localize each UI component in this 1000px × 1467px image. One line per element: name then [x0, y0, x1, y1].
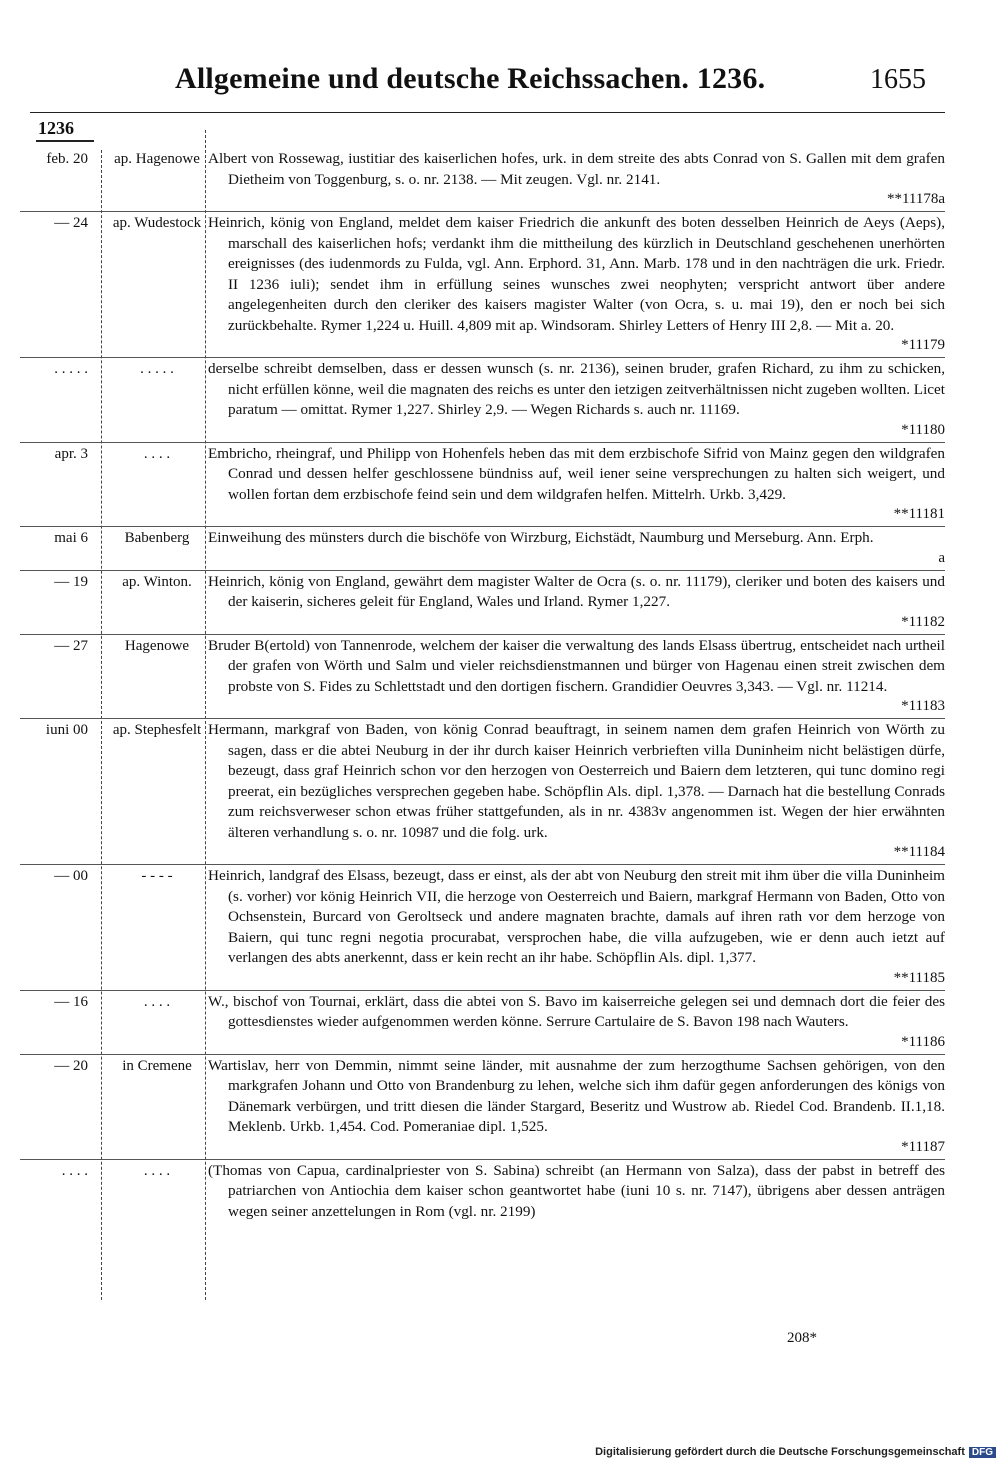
entry-date: apr. 3	[54, 445, 88, 462]
entry-date: — 00	[54, 868, 88, 884]
entry-ref: a	[938, 549, 945, 566]
list-item	[20, 719, 945, 865]
sheet-signature: 208*	[787, 1330, 817, 1346]
entry-date: iuni 00	[45, 722, 88, 738]
entry-ref: *11187	[901, 1138, 945, 1155]
entry-place: . . . .	[143, 1162, 171, 1179]
title-rule	[30, 112, 945, 113]
entry-place: . . . .	[143, 993, 171, 1010]
entry-text: Einweihung des münsters durch die bischöfe von Wirzburg, Eichstädt, Naumburg und Merseburg. Ann. Erph. a	[208, 529, 945, 566]
entry-date: — 20	[54, 1057, 88, 1074]
entry-text: Albert von Rossewag, iustitiar des kaiserlichen hofes, urk. in dem streite des abts Conrad von S. Gallen mit dem grafen Dietheim von Toggenburg, s. o. nr. 2138. — Mit zeugen. Vgl. nr. 2141. **11178a	[208, 150, 945, 207]
entry-ref: **11184	[893, 844, 945, 860]
entry-date: . . . . .	[54, 361, 88, 377]
entry-text: W., bischof von Tournai, erklärt, dass die abtei von S. Bavo im kaiserreiche gelegen sei und demnach dort die feier des gottesdienstes wieder aufgenommen werden könne. Serrure Cartulaire de S. Bavon 198 nach Wauters. *11186	[208, 992, 945, 1050]
entry-date: — 27	[54, 637, 88, 654]
page-number: 1655	[870, 64, 926, 95]
footer-credit	[595, 1446, 996, 1458]
entries-list	[20, 148, 945, 1225]
list-item	[20, 212, 945, 358]
page-title: Allgemeine und deutsche Reichssachen. 1236.	[175, 62, 766, 95]
entry-text: Heinrich, landgraf des Elsass, bezeugt, dass er einst, als der abt von Neuburg den streit mit ihm über die villa Duninheim (s. vorher) vor könig Heinrich VII, die herzoge von Oesterreich und Baiern, markgraf Hermann von Baden, Otto von Ochsenstein, Burcard von Geroltseck und andere magnaten brachte, damals auf ihren rath vor dem herzoge von Baiern, qui tunc regni negotia procurabat, versprochen habe, die villa aufzugeben, wie er denn auch ietzt auf verlangen des abts anerkennt, dass er kein recht an ihr habe. Schöpflin Als. dipl. 1,377. **11185	[208, 867, 945, 986]
list-item	[20, 571, 945, 635]
year-heading: 1236	[38, 118, 74, 138]
list-item	[20, 1160, 945, 1226]
entry-text: Wartislav, herr von Demmin, nimmt seine länder, mit ausnahme der zum herzogthume Sachsen gehörigen, von den markgrafen Johann und Otto von Brandenburg zu lehen, welche sich ihm dafür gegen anforderungen des königs von Dänemark verbürgen, und tritt diesen die länder Stargard, Beseritz und Wustrow ab. Riedel Cod. Brandenb. II.1,18. Meklenb. Urkb. 1,454. Cod. Pomeraniae dipl. 1,525. *11187	[208, 1056, 945, 1155]
entry-text: (Thomas von Capua, cardinalpriester von S. Sabina) schreibt (an Hermann von Salza), dass der pabst in betreff des patriarchen von Antiochia dem kaiser schon geantwortet habe (iuni 10 s. nr. 7147), übrigens aber dessen anträgen wegen seiner anzettelungen in Rom (vgl. nr. 2199)	[208, 1161, 945, 1220]
entry-place: ap. Winton.	[122, 573, 192, 590]
list-item	[20, 527, 945, 571]
entry-ref: **11181	[893, 506, 945, 522]
entry-date: — 19	[54, 573, 88, 590]
entry-date: — 24	[54, 215, 88, 231]
list-item	[20, 358, 945, 443]
entry-place: . . . .	[143, 445, 171, 462]
entry-ref: **11178a	[886, 191, 945, 207]
entry-ref: *11180	[901, 421, 945, 438]
entry-date: mai 6	[54, 530, 88, 546]
entry-place: ap. Stephesfelt	[112, 722, 202, 738]
entry-place: ap. Hagenowe	[114, 151, 200, 167]
footer-credit-text: Digitalisierung gefördert durch die Deutsche Forschungsgemeinschaft	[595, 1446, 965, 1458]
list-item	[20, 991, 945, 1055]
entry-ref: *11186	[901, 1033, 945, 1050]
entry-ref: *11182	[901, 613, 945, 630]
entry-place: Hagenowe	[124, 637, 190, 654]
entry-place: - - - -	[141, 868, 173, 884]
entry-place: . . . . .	[140, 361, 174, 377]
entry-date: — 16	[54, 993, 88, 1010]
entry-text: Embricho, rheingraf, und Philipp von Hohenfels heben das mit dem erzbischofe Sifrid von Mainz gegen den wildgrafen Conrad und dessen helfer geschlossene bündniss auf, weil iener seine versprechungen zu halten sich weigert, und wollen fortan dem erzbischofe feind sein und dem wildgrafen helfen. Mittelrh. Urkb. 3,429. **11181	[208, 444, 945, 522]
list-item	[20, 1055, 945, 1160]
entry-text: Hermann, markgraf von Baden, von könig Conrad beauftragt, in seinem namen dem grafen Heinrich von Wörth zu sagen, dass er die abtei Neuburg in der ihr durch kaiser Heinrich verbrieften villa Duninheim nicht belästigen dürfe, bezeugt, dass graf Heinrich schon vor den herzogen von Oesterreich und Baiern dem letzteren, qui tunc domino regi preerat, ein bezügliches versprechen gegeben habe. Schöpflin Als. dipl. 1,378. — Darnach hat die bestellung Conrads zum reichsverweser schon etwas früher stattgefunden, als in nr. 4383v angenommen ist. Wegen der hier erwähnten älteren verhandlung s. o. nr. 10987 und die folg. urk. **11184	[208, 721, 945, 860]
entry-ref: **11185	[893, 969, 945, 986]
dfg-logo-icon: DFG	[969, 1447, 996, 1458]
list-item	[20, 865, 945, 991]
entry-ref: *11179	[901, 337, 945, 353]
entry-text: Heinrich, könig von England, meldet dem kaiser Friedrich die ankunft des boten desselben Heinrich de Aeys (Aeps), marschall des kaiserlichen hofs; verdankt ihm die mittheilung des kürzlich in Deutschland geschehenen unerhörten ereignisses (des iudenmords zu Fulda, vgl. Ann. Erphord. 31, Ann. Marb. 178 und in den nachträgen die urk. Friedr. II 1236 iuli); sendet ihm in erfüllung seines wunsches zwei neophyten; verspricht antwort über andere angelegenheiten durch den cleriker des kaisers magister Walter (von Ocra, s. u. mai 19), den er noch bei sich zurückbehalte. Rymer 1,224 u. Huill. 4,809 mit ap. Windsoram. Shirley Letters of Henry III 2,8. — Mit a. 20. *11179	[208, 214, 945, 353]
entry-text: Bruder B(ertold) von Tannenrode, welchem der kaiser die verwaltung des lands Elsass übertrug, entscheidet nach urtheil der grafen von Wörth und Salm und vieler reichsdienstmannen und bürger von Hagenau einen streit zwischen dem probste von S. Fides zu Schlettstadt und den dortigen fischern. Grandidier Oeuvres 3,343. — Vgl. nr. 11214. *11183	[208, 636, 945, 714]
list-item	[20, 443, 945, 528]
entry-place: in Cremene	[122, 1057, 192, 1074]
list-item	[20, 148, 945, 212]
entry-date: feb. 20	[46, 151, 88, 167]
entry-ref: *11183	[901, 698, 945, 714]
entry-text: Heinrich, könig von England, gewährt dem magister Walter de Ocra (s. o. nr. 11179), cleriker und boten des kaisers und der kaiserin, sicheres geleit für England, Wales und Irland. Rymer 1,227. *11182	[208, 572, 945, 630]
entry-text: derselbe schreibt demselben, dass er dessen wunsch (s. nr. 2136), seinen bruder, grafen Richard, zu ihm zu schicken, nicht erfüllen könne, weil die magnaten des reichs es unter den ietzigen zeitverhältnissen nicht zugeben wollten. Licet paratum — omittat. Rymer 1,227. Shirley 2,9. — Wegen Richards s. auch nr. 11169. *11180	[208, 360, 945, 438]
entry-place: Babenberg	[124, 530, 190, 546]
entry-place: ap. Wudestock	[112, 215, 202, 231]
entry-date: . . . .	[61, 1162, 88, 1179]
list-item	[20, 635, 945, 720]
year-underline	[36, 140, 94, 142]
